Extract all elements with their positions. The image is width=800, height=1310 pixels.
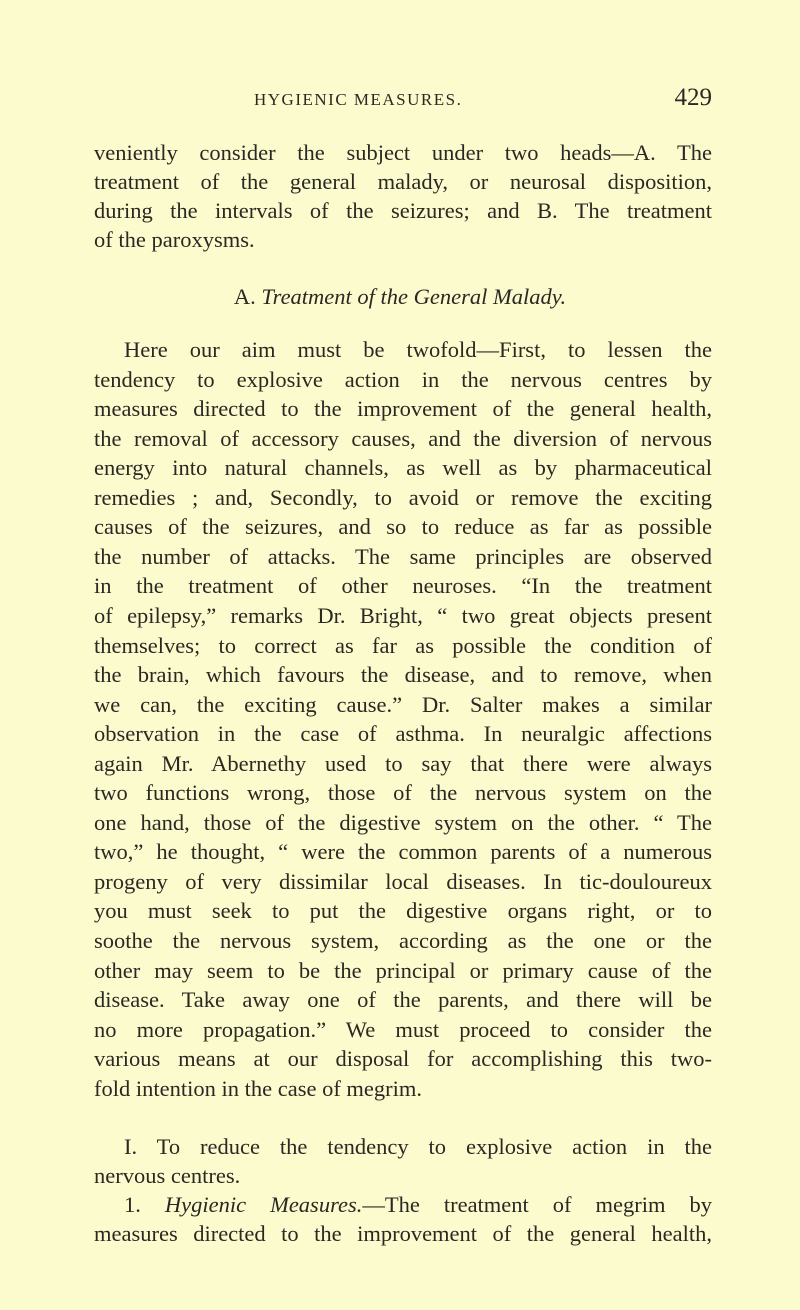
item-number: 1.	[124, 1192, 141, 1217]
subsection-heading: I. To reduce the tendency to explosive action in the	[124, 1134, 712, 1159]
text-line: disease. Take away one of the parents, and there will be	[94, 987, 712, 1013]
page-number: 429	[674, 84, 712, 111]
running-head: HYGIENIC MEASURES.	[254, 90, 463, 109]
text-line: remedies ; and, Secondly, to avoid or remove the exciting	[94, 484, 712, 510]
text-line: tendency to explosive action in the nervous centres by	[94, 366, 712, 392]
item-line	[94, 1190, 712, 1219]
item-line-cont: measures directed to the improvement of the general health,	[94, 1221, 712, 1246]
item-title: Hygienic Measures.	[164, 1192, 363, 1217]
text-line: of epilepsy,” remarks Dr. Bright, “ two great objects present	[94, 602, 712, 628]
text-line: one hand, those of the digestive system on the other. “ The	[94, 809, 712, 835]
text-line: in the treatment of other neuroses. “In the treatment	[94, 573, 712, 599]
text-line: you must seek to put the digestive organs right, or to	[94, 898, 712, 924]
text-line: two functions wrong, those of the nervous system on the	[94, 780, 712, 806]
text-line: treatment of the general malady, or neurosal disposition,	[94, 169, 712, 194]
text-line: observation in the case of asthma. In neuralgic affections	[94, 721, 712, 747]
text-line: various means at our disposal for accomplishing this two-	[94, 1046, 712, 1072]
text-line: the brain, which favours the disease, and to remove, when	[94, 662, 712, 688]
text-line: the removal of accessory causes, and the diversion of nervous	[94, 425, 712, 451]
text-line: Here our aim must be twofold—First, to lessen the	[124, 337, 712, 362]
page-header	[94, 84, 712, 118]
item-text: —The treatment of megrim by	[362, 1192, 712, 1217]
text-line: veniently consider the subject under two heads—A. The	[94, 140, 712, 165]
text-line: measures directed to the improvement of the general health,	[94, 396, 712, 422]
text-line: themselves; to correct as far as possible the condition of	[94, 632, 712, 658]
text-line: the number of attacks. The same principles are observed	[94, 543, 712, 569]
section-letter: A.	[233, 284, 256, 309]
text-line: soothe the nervous system, according as the one or the	[94, 928, 712, 953]
text-line: energy into natural channels, as well as by pharmaceutical	[94, 455, 712, 481]
text-line: we can, the exciting cause.” Dr. Salter makes a similar	[94, 691, 712, 717]
text-line: during the intervals of the seizures; and B. The treatment	[94, 198, 712, 223]
text-line: again Mr. Abernethy used to say that there were always	[94, 750, 712, 776]
text-line: fold intention in the case of megrim.	[94, 1075, 423, 1101]
section-heading	[0, 284, 800, 310]
text-line: causes of the seizures, and so to reduce as far as possible	[94, 514, 712, 540]
text-line: other may seem to be the principal or primary cause of the	[94, 957, 712, 983]
text-line: no more propagation.” We must proceed to consider the	[94, 1016, 712, 1042]
section-title: Treatment of the General Malady.	[261, 284, 567, 309]
text-line: two,” he thought, “ were the common parents of a numerous	[94, 839, 712, 865]
text-line: progeny of very dissimilar local diseases. In tic-douloureux	[94, 868, 712, 894]
text-line: of the paroxysms.	[94, 227, 255, 252]
subsection-heading-cont: nervous centres.	[94, 1163, 241, 1188]
